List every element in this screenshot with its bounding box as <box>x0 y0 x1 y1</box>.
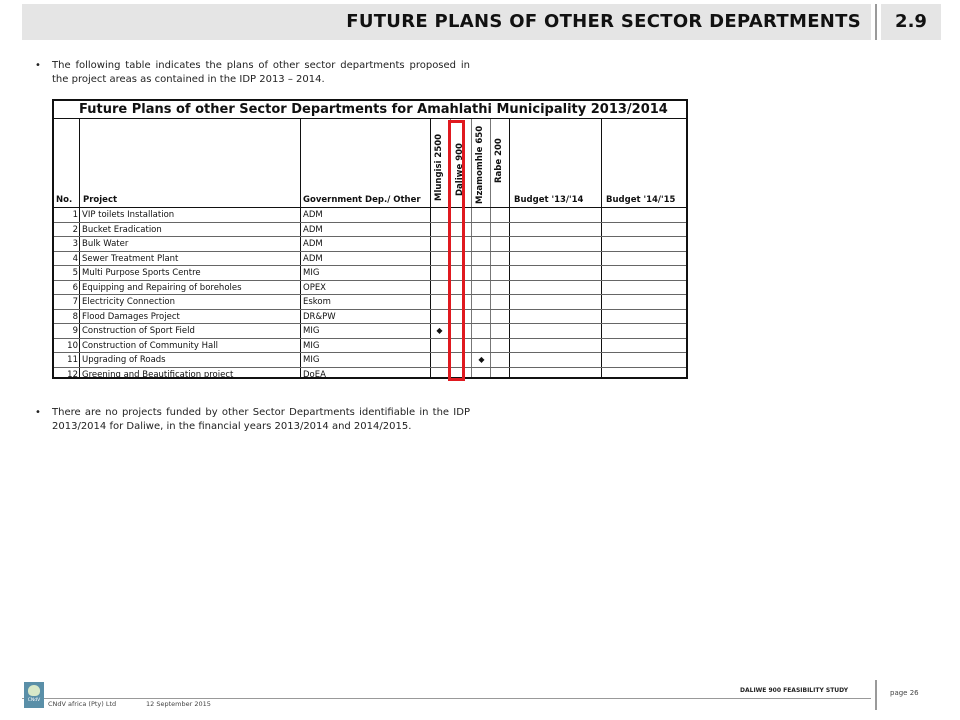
row-project: Construction of Community Hall <box>82 340 218 351</box>
table-row <box>54 368 686 378</box>
table-row <box>54 339 686 354</box>
table-row <box>54 237 686 252</box>
table-row <box>54 310 686 325</box>
row-number: 3 <box>72 239 78 249</box>
header-mzamomhle: Mzamomhle 650 <box>475 125 485 204</box>
row-project: Bulk Water <box>82 239 129 249</box>
row-dept: Eskom <box>303 297 331 307</box>
table-row <box>54 281 686 296</box>
row-dept: ADM <box>303 253 323 264</box>
row-project: Equipping and Repairing of boreholes <box>82 282 242 293</box>
row-dept: DR&PW <box>303 311 336 322</box>
intro-bullet <box>35 59 470 87</box>
header-no: No. <box>56 195 73 205</box>
row-number: 6 <box>72 282 78 293</box>
row-dept: MIG <box>303 268 320 278</box>
header-mlungisi: Mlungisi 2500 <box>434 133 444 201</box>
logo-text: CNdV <box>27 698 41 703</box>
row-number: 9 <box>72 326 78 336</box>
row-dept: MIG <box>303 340 320 351</box>
bullet-marker: • <box>35 407 41 418</box>
daliwe-column-highlight <box>448 120 465 381</box>
header-rabe: Rabe 200 <box>494 138 504 183</box>
table-row <box>54 223 686 238</box>
table-row <box>54 324 686 339</box>
row-project: Bucket Eradication <box>82 224 162 235</box>
table-row <box>54 208 686 223</box>
header-bar <box>22 4 871 40</box>
footer-divider <box>875 680 877 710</box>
table-row <box>54 353 686 368</box>
row-number: 12 <box>67 369 78 380</box>
row-number: 4 <box>72 253 78 264</box>
row-project: Flood Damages Project <box>82 311 180 322</box>
row-dept: DoEA <box>303 369 326 380</box>
table-title: Future Plans of other Sector Departments for Amahlathi Municipality 2013/2014 <box>54 101 686 119</box>
section-number-box <box>881 4 941 40</box>
row-number: 2 <box>72 224 78 235</box>
footer-rule <box>22 698 871 699</box>
row-dept: MIG <box>303 355 320 365</box>
footer-study-name: DALIWE 900 FEASIBILITY STUDY <box>740 687 849 694</box>
row-dept: ADM <box>303 239 323 249</box>
row-number: 8 <box>72 311 78 322</box>
header-divider <box>875 4 877 40</box>
bullet-marker: • <box>35 60 41 71</box>
page-title: FUTURE PLANS OF OTHER SECTOR DEPARTMENTS <box>346 11 861 32</box>
row-project: Greening and Beautification project <box>82 369 234 380</box>
table-row <box>54 266 686 281</box>
header-project: Project <box>83 195 118 205</box>
row-number: 1 <box>72 210 78 220</box>
row-mzamomhle-mark: ◆ <box>478 355 485 364</box>
logo-emblem-icon <box>28 685 40 696</box>
header-daliwe: Daliwe 900 <box>455 143 465 196</box>
row-dept: ADM <box>303 210 323 220</box>
page-number: page 26 <box>890 689 919 697</box>
row-dept: ADM <box>303 224 323 235</box>
table-row <box>54 295 686 310</box>
row-number: 7 <box>72 297 78 307</box>
intro-text: The following table indicates the plans of other sector departments proposed in the project areas as contained in the IDP 2013 – 2014. <box>52 60 470 85</box>
row-dept: MIG <box>303 326 320 336</box>
header-budget-1314: Budget '13/'14 <box>514 195 584 205</box>
row-project: Multi Purpose Sports Centre <box>82 268 201 278</box>
row-number: 5 <box>72 268 78 278</box>
row-project: VIP toilets Installation <box>82 210 175 220</box>
header-dept: Government Dep./ Other <box>303 195 421 205</box>
section-number: 2.9 <box>895 11 927 32</box>
sector-plans-table <box>52 99 688 379</box>
row-dept: OPEX <box>303 282 327 293</box>
header-budget-1415: Budget '14/'15 <box>606 195 676 205</box>
row-number: 11 <box>67 355 78 365</box>
conclusion-bullet <box>35 406 470 434</box>
row-project: Electricity Connection <box>82 297 176 307</box>
company-logo <box>24 682 44 708</box>
footer-date: 12 September 2015 <box>146 700 211 708</box>
row-number: 10 <box>67 340 78 351</box>
row-project: Upgrading of Roads <box>82 355 166 365</box>
table-row <box>54 252 686 267</box>
footer-company: CNdV africa (Pty) Ltd <box>48 700 117 708</box>
row-mlungisi-mark: ◆ <box>436 326 443 335</box>
row-project: Sewer Treatment Plant <box>82 253 179 264</box>
conclusion-text: There are no projects funded by other Sector Departments identifiable in the IDP 2013/2014 for Daliwe, in the financial years 2013/2014 and 2014/2015. <box>52 407 470 432</box>
row-project: Construction of Sport Field <box>82 326 195 336</box>
